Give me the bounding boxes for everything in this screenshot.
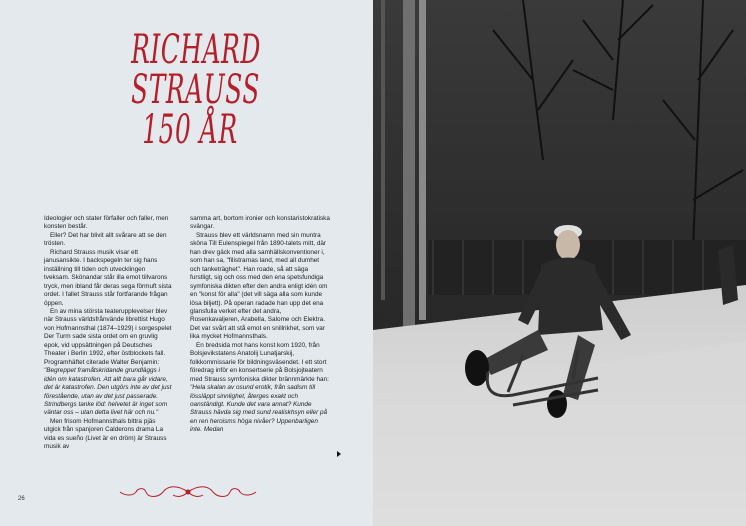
paragraph: En bredsida mot hans konst kom 1920, från Bolsjevikstatens Anatolij Lunatjarskij, folkkommissarie för bildningsväsendet. I ett stort föredrag inför en konsertserie på Bolsjojteatern med Strauss symfoniska dikter brännmärkte han: xyxy=(190,341,329,383)
paragraph: En av mina största teaterupplevelser blev när Strauss världsfrånvände librettist Hugo von Hofmannsthal (1874–1929) i sorgespelet Der Turm sade sista ordet om en gruvlig epok, vid uppsättningen på Deutsches Theater i Berlin 1992, efter östblockets fall. Programhäftet citerade Walter Benjamin: xyxy=(44,307,172,366)
text-column-1 xyxy=(44,215,172,452)
sled-rider-photo xyxy=(373,0,746,526)
ornament-icon xyxy=(118,483,258,501)
text-column-2 xyxy=(190,215,330,435)
continue-arrow-icon xyxy=(337,451,341,457)
paragraph: Eller? Det har blivit allt svårare att se den trösten. xyxy=(44,231,167,248)
quote: "Begreppet framåtskridande grundläggs i idén om katastrofen. Att allt bara går vidare, det är katastrofen. Den utgörs inte av det just förestående, utan av det just passerade. Strindbergs tanke löd: helvetet är inget som väntar oss – utan detta livet här och nu." xyxy=(44,367,172,417)
title-line-2: STRAUSS xyxy=(131,67,261,113)
paragraph: samma art, bortom ironier och konstaristokratiska svängar. xyxy=(190,215,330,231)
paragraph: Richard Strauss musik visar ett janusansikte. I backspegeln ter sig hans inställning till tiden och utvecklingen tveksam. Skönandar står illa emot tillvarons tryck, men ibland får deras sega förmuft sista ordet. I fallet Strauss står fortfarande frågan öppen. xyxy=(44,248,172,307)
page-title xyxy=(131,27,261,153)
page-number: 26 xyxy=(18,496,25,502)
title-line-1: RICHARD xyxy=(131,27,261,73)
quote: "Hela skalan av osund erotik, från sadism till lössläppt sinnlighet, återges exakt och oanständigt. Kunde det vara annat? Kunde Strauss hävda sig med sund realiskhsyn eller på en ren heroisms höga nivåer? Uppenbarligen inte. Medan xyxy=(190,384,328,434)
paragraph: Strauss blev ett världsnamn med sin muntra sköna Till Eulenspiegel från 1890-talets mitt, där han drev gäck med alla samhällskonventioner i, som han sa, "filistrarnas land, med all dumhet och tanketräghet". Han roade, så att säga furstligt, sig och oss med den ena spetsfundiga symfoniska dikten efter den andra enligt idén om en "konst för alla" (det vill säga alla som kunde lösa biljett). På operan radade han upp det ena glansfulla verket efter det andra, Rosenkavaljeren, Arabella, Salome och Elektra. Det var svårt att stå emot en snillrikhet, som var lika mycket Hofmannsthals. xyxy=(190,231,328,341)
paragraph: Ideologier och stater förfaller och faller, men konsten består. xyxy=(44,215,169,231)
right-page xyxy=(373,0,746,526)
title-line-3: 150 ÅR xyxy=(142,107,238,153)
paragraph: Men frisom Hofmannsthals bittra pjäs utgick från spanjoren Calderons drama La vida es sueño (Livet är en dröm) är Strauss musik av xyxy=(44,417,167,451)
